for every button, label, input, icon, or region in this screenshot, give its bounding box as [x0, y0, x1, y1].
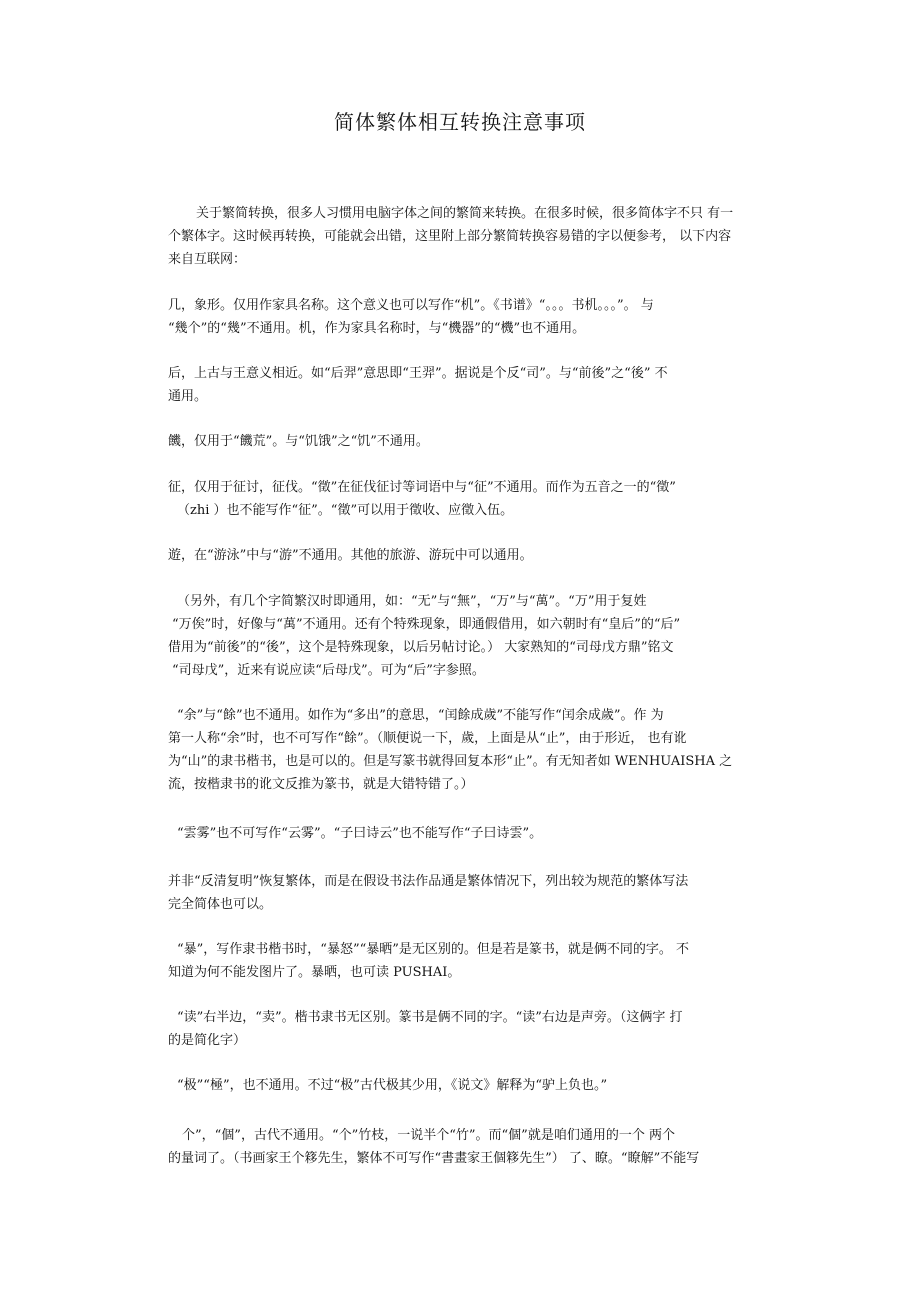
paragraph-tongjia [168, 590, 756, 682]
paragraph-line: 的是简化字） [168, 1033, 247, 1048]
paragraph-line: “幾个”的“幾”不通用。机，作为家具名称时，与“機器”的“機”也不通用。 [168, 321, 586, 336]
paragraph-line: 通用。 [168, 389, 208, 404]
paragraph-hou [168, 362, 756, 408]
paragraph-line: 的量词了。（书画家王个簃先生，繁体不可写作“書畫家王個簃先生”） 了、瞭。“瞭解”不能写 [168, 1151, 700, 1166]
paragraph-line: 为“山”的隶书楷书，也是可以的。但是写篆书就得回复本形“止”。有无知者如 WENHUAISHA 之 [168, 754, 733, 769]
paragraph-line: 完全简体也可以。 [168, 897, 273, 912]
paragraph-line: “万俟”时，好像与“萬”不通用。还有个特殊现象，即通假借用，如六朝时有“皇后”的“后” [172, 617, 681, 632]
paragraph-line: 个”，“個”，古代不通用。“个”竹枝，一说半个“竹”。而“個”就是咱们通用的一个 两个 [182, 1128, 675, 1143]
paragraph-ge [168, 1124, 756, 1170]
paragraph-line: 几，象形。仅用作家具名称。这个意义也可以写作“机”。《书谱》“。。。书机。。。”。 与 [168, 298, 654, 313]
paragraph-line: 借用为“前後”的“後”，这个是特殊现象，以后另帖讨论。） 大家熟知的“司母戊方鼎”铭文 [168, 640, 674, 655]
paragraph-line: “极”“極”，也不通用。不过“极”古代极其少用，《说文》解释为“驴上负也。” [177, 1078, 608, 1093]
paragraph-line: “余”与“餘”也不通用。如作为“多出”的意思，“闰餘成歲”不能写作“闰余成歲”。作 为 [177, 708, 664, 723]
paragraph-ji-ji [168, 1074, 756, 1097]
paragraph-line: 遊，在“游泳”中与“游”不通用。其他的旅游、游玩中可以通用。 [168, 548, 533, 563]
paragraph-yu [168, 704, 756, 796]
paragraph-line: “雲雾”也不可写作“云雾”。“子曰诗云”也不能写作“子曰诗雲”。 [177, 826, 543, 841]
paragraph-yunwu [168, 822, 756, 845]
paragraph-line: 流，按楷隶书的讹文反推为篆书，就是大错特错了。） [168, 777, 474, 792]
paragraph-line: “暴”，写作隶书楷书时，“暴怒”“暴晒”是无区别的。但是若是篆书，就是俩不同的字。 不 [177, 942, 690, 957]
paragraph-bao [168, 938, 756, 984]
paragraph-line: 后，上古与王意义相近。如“后羿”意思即“王羿”。据说是个反“司”。与“前後”之“後” 不 [168, 366, 668, 381]
paragraph-line: 知道为何不能发图片了。暴晒，也可读 PUSHAI。 [168, 965, 461, 980]
paragraph-line: 并非“反清复明”恢复繁体，而是在假设书法作品通是繁体情况下，列出较为规范的繁体写法 [168, 874, 689, 889]
paragraph-line: “司母戊”，近来有说应读“后母戊”。可为“后”字参照。 [172, 663, 485, 678]
page-title: 简体繁体相互转换注意事项 [334, 110, 586, 134]
paragraph-line: 第一人称“余”时，也不可写作“餘”。（顺便说一下，歲，上面是从“止”，由于形近， 也有讹 [168, 731, 687, 746]
paragraph-you [168, 544, 756, 567]
paragraph-line: 来自互联网： [168, 252, 247, 267]
paragraph-jihuang [168, 430, 756, 453]
paragraph-line: 征，仅用于征讨，征伐。“徵”在征伐征讨等词语中与“征”不通用。而作为五音之一的“徵” [168, 480, 676, 495]
paragraph-intro [168, 202, 756, 271]
paragraph-line: （另外，有几个字简繁汉时即通用，如：“无”与“無”，“万”与“萬”。“万”用于复姓 [177, 594, 647, 609]
paragraph-line: “读”右半边，“卖”。楷书隶书无区别。篆书是俩不同的字。“读”右边是声旁。（这俩字 打 [177, 1010, 683, 1025]
paragraph-zheng [168, 476, 756, 522]
paragraph-line: （zhi ）也不能写作“征”。“徵”可以用于徵收、应徵入伍。 [177, 503, 514, 518]
paragraph-line: 个繁体字。这时候再转换，可能就会出错，这里附上部分繁简转换容易错的字以便参考， 以下内容 [168, 229, 732, 244]
paragraph-ji [168, 294, 756, 340]
paragraph-du [168, 1006, 756, 1052]
paragraph-fanti [168, 870, 756, 916]
paragraph-line: 饑，仅用于“饑荒”。与“饥饿”之“饥”不通用。 [168, 434, 429, 449]
paragraph-line: 关于繁简转换，很多人习惯用电脑字体之间的繁简来转换。在很多时候，很多简体字不只 有一 [196, 206, 734, 221]
